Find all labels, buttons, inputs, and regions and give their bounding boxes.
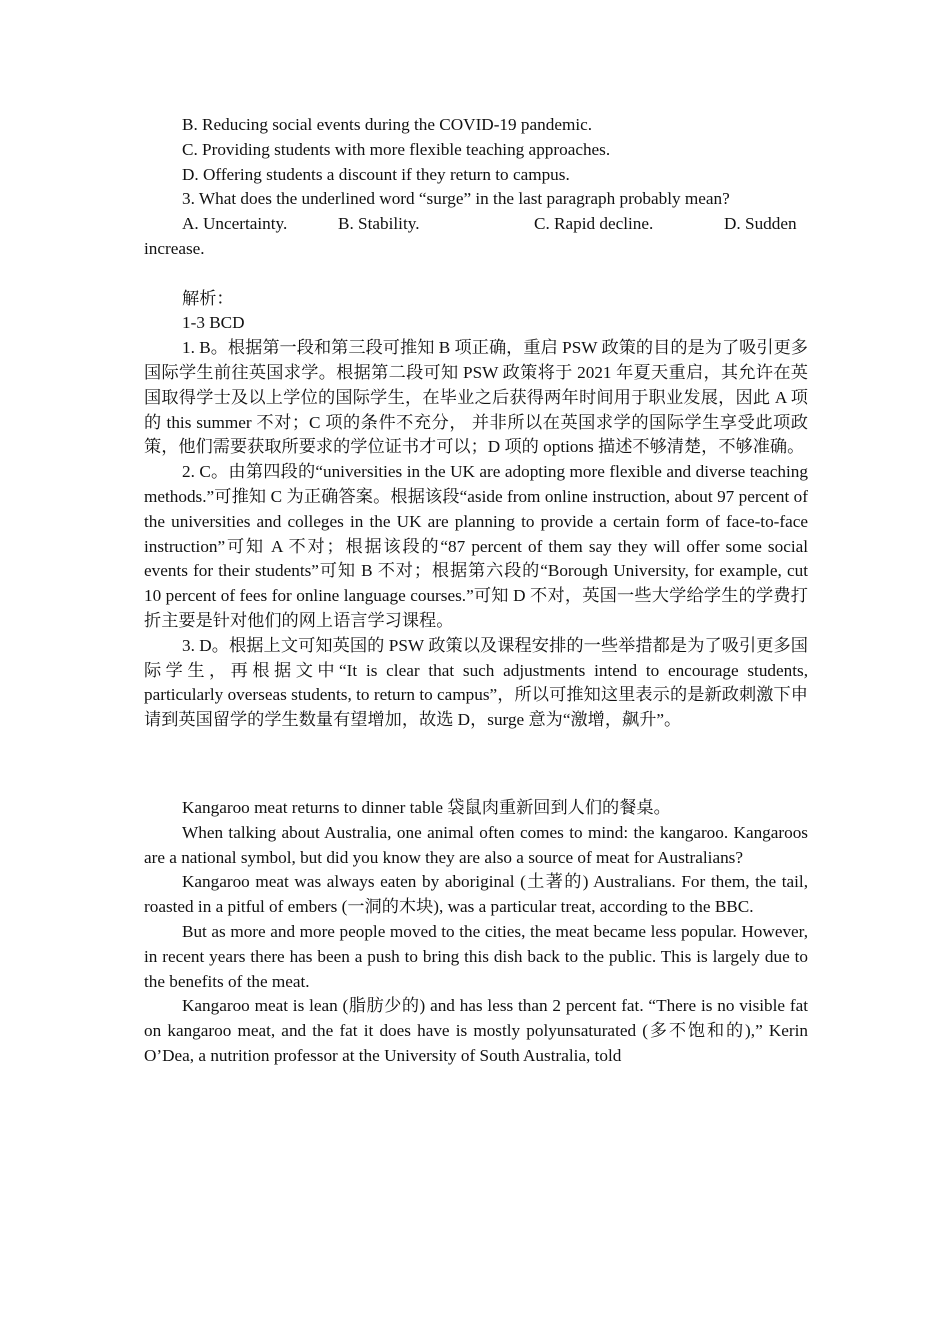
spacer <box>144 733 808 796</box>
option-b: B. Reducing social events during the COVID-19 pandemic. <box>182 115 593 134</box>
q3-option-a: A. Uncertainty. <box>182 214 288 234</box>
article-paragraph-2: Kangaroo meat was always eaten by aboriginal (土著的) Australians. For them, the tail, roasted in a pitful of embers (一洞的木块), was a particular treat, according to the BBC. <box>144 872 808 917</box>
q3-option-d: D. Sudden <box>724 214 797 234</box>
analysis-heading: 解析： <box>182 288 234 309</box>
article-paragraph-4: Kangaroo meat is lean (脂肪少的) and has less than 2 percent fat. “There is no visible fat on kangaroo meat, and the fat it does have is mostly polyunsaturated (多不饱和的),” Kerin O’Dea, a nutrition professor at the University of South Australia, told <box>144 996 808 1065</box>
analysis-explanation-1: 1. B。根据第一段和第三段可推知 B 项正确，重启 PSW 政策的目的是为了吸引更多国际学生前往英国求学。根据第二段可知 PSW 政策将于 2021 年夏天重启，其允许在英国取得学士及以上学位的国际学生，在毕业之后获得两年时间用于职业发展，因此 A 项的 this summer 不对；C 项的条件不充分， 并非所以在英国求学的国际学生享受此项政策，他们需要获取所要求的学位证书才可以；D 项的 options 描述不够清楚，不够准确。 <box>144 338 808 457</box>
option-d: D. Offering students a discount if they return to campus. <box>182 164 570 184</box>
q3-option-c: C. Rapid decline. <box>534 214 654 234</box>
article-title: Kangaroo meat returns to dinner table 袋鼠肉重新回到人们的餐桌。 <box>182 797 671 817</box>
article-paragraph-1: When talking about Australia, one animal often comes to mind: the kangaroo. Kangaroos are a national symbol, but did you know they are also a source of meat for Australians? <box>144 822 808 867</box>
article-paragraph-3: But as more and more people moved to the cities, the meat became less popular. However, in recent years there has been a push to bring this dish back to the public. This is largely due to the benefits of the meat. <box>144 921 808 991</box>
q3-option-b: B. Stability. <box>338 214 420 234</box>
question-3: 3. What does the underlined word “surge” in the last paragraph probably mean? <box>182 189 730 209</box>
question-3-options <box>144 212 808 237</box>
analysis-explanation-2: 2. C。由第四段的“universities in the UK are adopting more flexible and diverse teaching methods.”可推知 C 为正确答案。根据该段“aside from online instruction, about 97 percent of the universities and colleges in the UK are planning to provide a certain form of face-to-face instruction”可知 A 不对；根据该段的“87 percent of them say they will offer some social events for their students”可知 B 不对；根据第六段的“Borough University, for example, cut 10 percent of fees for online language courses.”可知 D 不对，英国一些大学给学生的学费打折主要是针对他们的网上语言学习课程。 <box>144 462 808 630</box>
document-page <box>144 113 808 1069</box>
q3-option-d-wrap: increase. <box>144 238 205 258</box>
analysis-answers: 1-3 BCD <box>182 313 245 333</box>
analysis-explanation-3: 3. D。根据上文可知英国的 PSW 政策以及课程安排的一些举措都是为了吸引更多国际学生，再根据文中“It is clear that such adjustments intend to encourage students, particularly overseas students, to return to campus”，所以可推知这里表示的是新政刺激下申请到英国留学的学生数量有望增加，故选 D，surge 意为“激增，飙升”。 <box>144 635 808 730</box>
spacer <box>144 262 808 287</box>
option-c: C. Providing students with more flexible teaching approaches. <box>182 139 611 159</box>
